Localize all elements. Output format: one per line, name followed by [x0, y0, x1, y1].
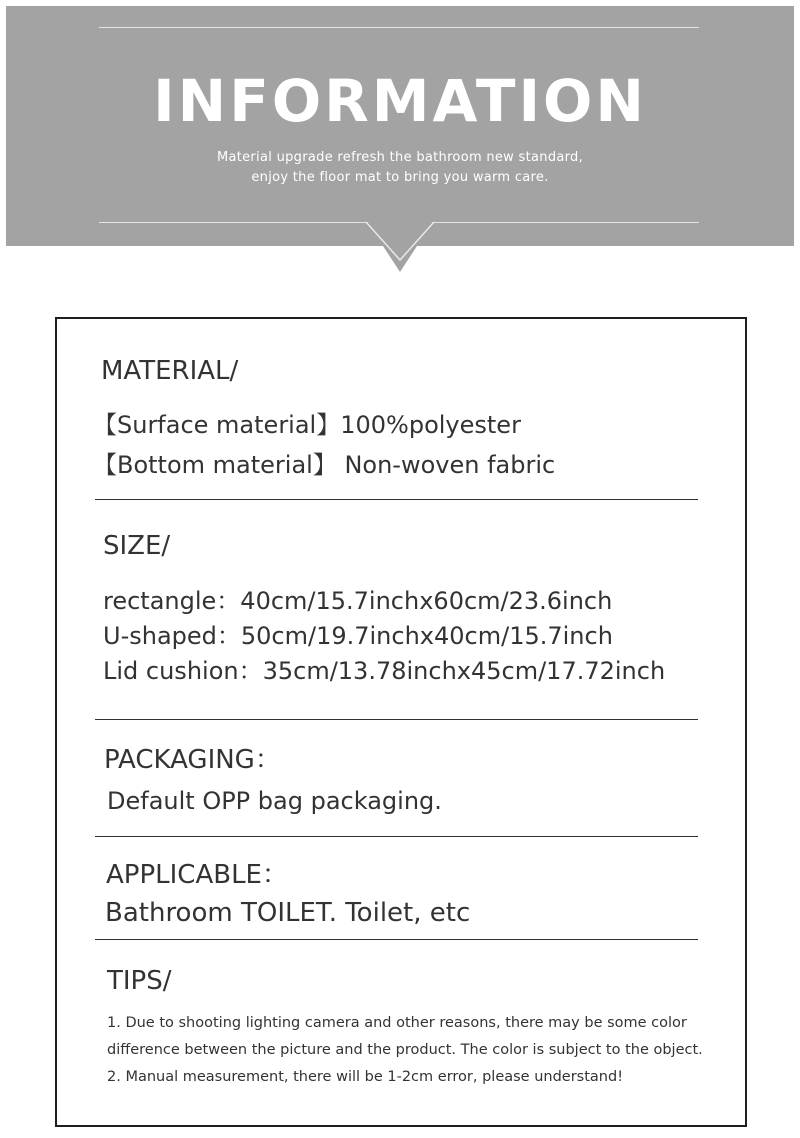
size-u-shaped-text: U-shaped：50cm/19.7inchx40cm/15.7inch: [103, 622, 613, 650]
size-lid-cushion-text: Lid cushion：35cm/13.78inchx45cm/17.72inch: [103, 657, 666, 685]
bottom-material-text: 【Bottom material】 Non-woven fabric: [93, 451, 556, 479]
tips-line-2: difference between the picture and the product. The color is subject to the object.: [107, 1042, 703, 1058]
divider: [95, 939, 698, 940]
size-heading: SIZE/: [103, 531, 171, 561]
tips-heading: TIPS/: [107, 966, 172, 996]
divider: [95, 719, 698, 720]
banner-subtitle-line-2: enjoy the floor mat to bring you warm care.: [251, 170, 549, 185]
size-rectangle-text: rectangle：40cm/15.7inchx60cm/23.6inch: [103, 587, 613, 615]
packaging-text: Default OPP bag packaging.: [107, 787, 442, 815]
packaging-heading: PACKAGING：: [104, 745, 281, 775]
banner-title: INFORMATION: [153, 67, 647, 135]
tips-line-1: 1. Due to shooting lighting camera and other reasons, there may be some color: [107, 1015, 687, 1031]
banner-subtitle-line-1: Material upgrade refresh the bathroom new standard,: [216, 150, 584, 165]
applicable-heading: APPLICABLE：: [106, 860, 288, 890]
surface-material-text: 【Surface material】100%polyester: [93, 411, 521, 439]
divider: [95, 499, 698, 500]
down-arrow-icon: [360, 220, 440, 276]
banner-top-line: [99, 27, 699, 28]
material-heading: MATERIAL/: [101, 356, 239, 386]
tips-line-3: 2. Manual measurement, there will be 1-2cm error, please understand!: [107, 1069, 624, 1085]
divider: [95, 836, 698, 837]
applicable-text: Bathroom TOILET. Toilet, etc: [105, 898, 471, 928]
